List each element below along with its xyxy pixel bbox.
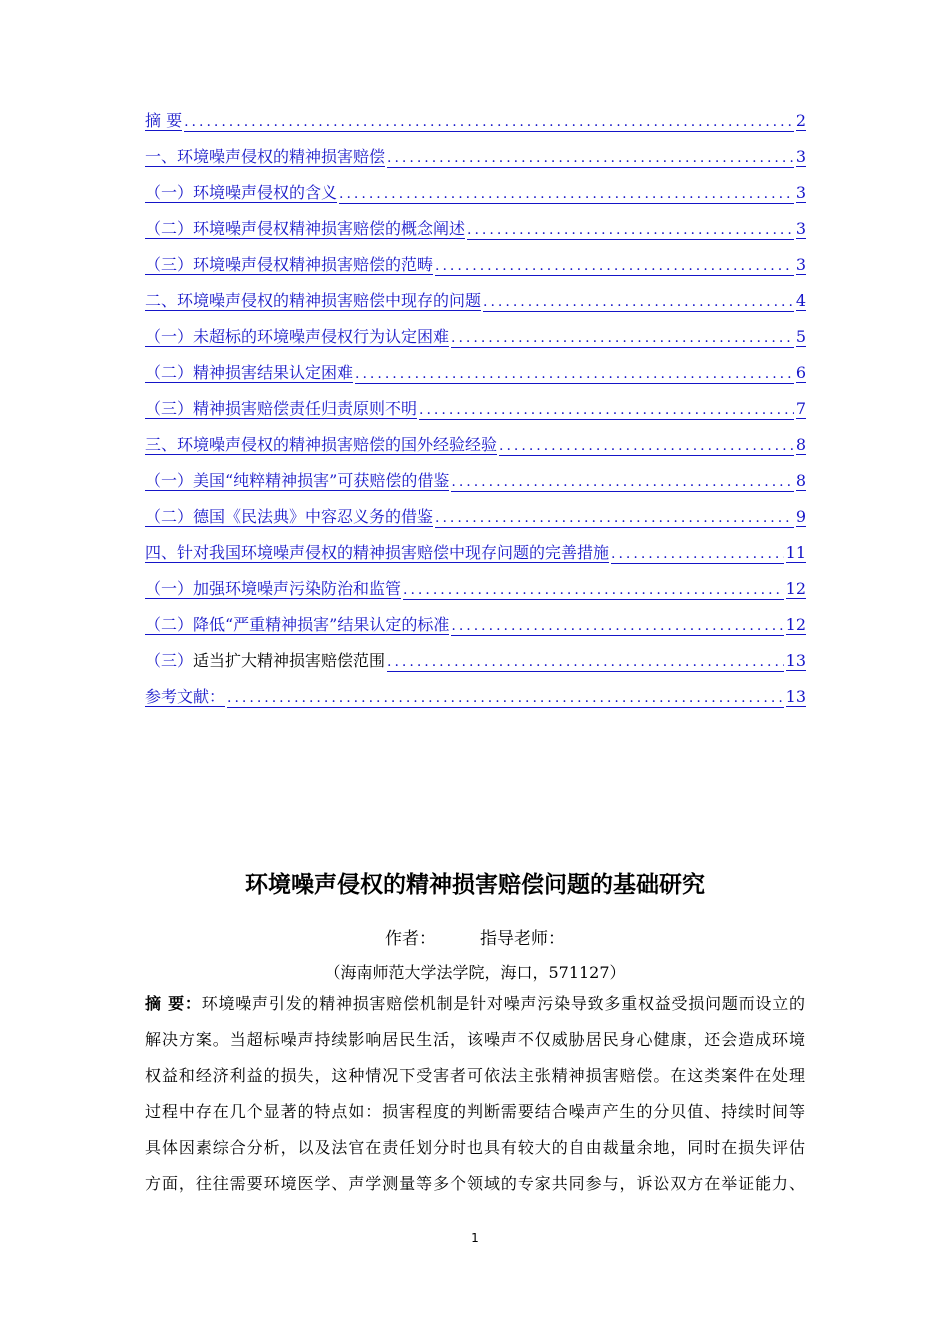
toc-entry-label-plain: 适当扩大精神损害赔偿范围 [193,651,386,670]
advisor-label: 指导老师： [480,929,565,949]
toc-entry-label: 二、环境噪声侵权的精神损害赔偿中现存的问题 [145,291,482,310]
toc-entry[interactable] [145,256,806,292]
toc-leader-dots [435,257,794,276]
toc-leader-dots [227,689,784,708]
abstract-line: 方面，往往需要环境医学、声学测量等多个领域的专家共同参与，诉讼双方在举证能力、 [145,1174,805,1193]
toc-entry-label: （二）德国《民法典》中容忍义务的借鉴 [145,507,434,526]
toc-leader-dots [403,581,784,600]
toc-page-number: 8 [795,435,806,454]
toc-entry[interactable] [145,436,806,472]
toc-leader-dots [499,437,794,456]
toc-page-number: 3 [795,219,806,238]
author-label: 作者： [385,929,436,949]
abstract-line [145,986,805,1022]
toc-entry[interactable] [145,472,806,508]
toc-entry[interactable] [145,544,806,580]
toc-page-number: 5 [795,327,806,346]
toc-entry-label [145,652,385,670]
toc-page-number: 11 [785,543,806,562]
abstract-label: 摘 要： [145,994,202,1013]
abstract-text: 环境噪声引发的精神损害赔偿机制是针对噪声污染导致多重权益受损问题而设立的 [201,994,805,1013]
toc-entry-label: （二）环境噪声侵权精神损害赔偿的概念阐述 [145,219,466,238]
toc-leader-dots [387,149,794,168]
toc-page-number: 3 [795,147,806,166]
toc-entry[interactable] [145,652,806,688]
toc-entry-label: （三）精神损害赔偿责任归责原则不明 [145,399,418,418]
toc-entry-label: （二）降低“严重精神损害”结果认定的标准 [145,615,450,634]
toc-page-number: 2 [795,111,806,130]
toc-entry[interactable] [145,112,806,148]
abstract-line: 解决方案。当超标噪声持续影响居民生活，该噪声不仅威胁居民身心健康，还会造成环境 [145,1030,805,1049]
paper-title: 环境噪声侵权的精神损害赔偿问题的基础研究 [245,872,705,898]
toc-page-number: 13 [785,687,806,706]
toc-entry[interactable] [145,328,806,364]
toc-leader-dots [339,185,794,204]
toc-entry-label: （一）美国“纯粹精神损害”可获赔偿的借鉴 [145,471,450,490]
toc-entry-label: （一）加强环境噪声污染防治和监管 [145,579,402,598]
toc-entry-label: （二）精神损害结果认定困难 [145,363,354,382]
toc-entry-label: （一）未超标的环境噪声侵权行为认定困难 [145,327,450,346]
toc-page-number: 9 [795,507,806,526]
toc-entry[interactable] [145,688,806,724]
toc-leader-dots [451,617,783,636]
toc-entry[interactable] [145,400,806,436]
toc-leader-dots [435,509,794,528]
toc-leader-dots [419,401,794,420]
toc-entry[interactable] [145,220,806,256]
page-number: 1 [471,1231,479,1245]
abstract [145,986,805,1202]
toc-entry[interactable] [145,364,806,400]
abstract-line: 过程中存在几个显著的特点如：损害程度的判断需要结合噪声产生的分贝值、持续时间等 [145,1102,805,1121]
toc-leader-dots [184,113,794,132]
toc-leader-dots [355,365,794,384]
toc-entry[interactable] [145,580,806,616]
toc-entry-label: 参考文献： [145,687,226,706]
toc-entry-label-link: （三） [145,651,194,670]
toc-page-number: 12 [785,615,806,634]
toc-page-number: 4 [795,291,806,310]
toc-entry[interactable] [145,508,806,544]
toc-leader-dots [451,473,793,492]
toc-entry-label: 三、环境噪声侵权的精神损害赔偿的国外经验经验 [145,435,498,454]
toc-page-number: 13 [785,651,806,670]
toc-leader-dots [611,545,784,564]
toc-leader-dots [387,653,784,672]
toc-page-number: 12 [785,579,806,598]
toc-leader-dots [451,329,794,348]
toc-page-number: 6 [795,363,806,382]
toc-entry[interactable] [145,148,806,184]
toc-leader-dots [467,221,794,240]
toc-entry[interactable] [145,292,806,328]
byline [0,924,950,949]
toc-page-number: 3 [795,255,806,274]
toc-entry-label: 一、环境噪声侵权的精神损害赔偿 [145,147,386,166]
table-of-contents [145,112,806,724]
abstract-line: 权益和经济利益的损失，这种情况下受害者可依法主张精神损害赔偿。在这类案件在处理 [145,1066,805,1085]
abstract-line: 具体因素综合分析，以及法官在责任划分时也具有较大的自由裁量余地，同时在损失评估 [145,1138,805,1157]
toc-entry[interactable] [145,616,806,652]
toc-entry[interactable] [145,184,806,220]
toc-page-number: 3 [795,183,806,202]
toc-entry-label: 摘 要 [145,111,183,130]
toc-page-number: 8 [795,471,806,490]
toc-page-number: 7 [795,399,806,418]
affiliation: （海南师范大学法学院，海口，571127） [324,963,626,982]
toc-entry-label: （三）环境噪声侵权精神损害赔偿的范畴 [145,255,434,274]
toc-leader-dots [483,293,794,312]
toc-entry-label: （一）环境噪声侵权的含义 [145,183,338,202]
toc-entry-label: 四、针对我国环境噪声侵权的精神损害赔偿中现存问题的完善措施 [145,543,610,562]
